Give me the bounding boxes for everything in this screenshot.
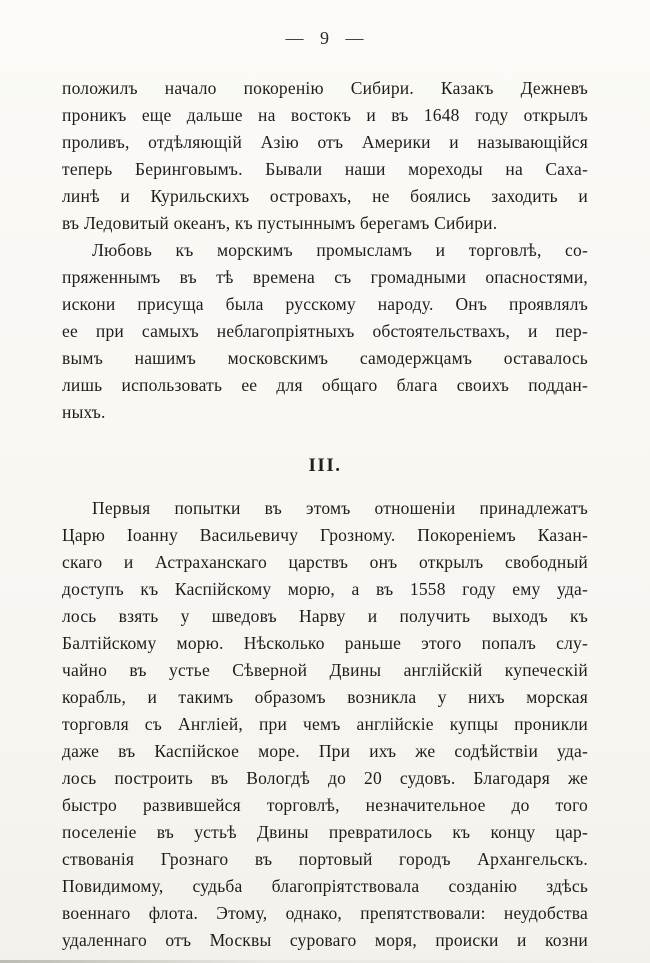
section-heading: III.: [308, 455, 342, 476]
text-line: даже въ Каспійское море. При ихъ же содѣйствіи уда-: [62, 741, 588, 761]
text-line: искони присуща была русскому народу. Онъ проявлялъ: [62, 294, 588, 314]
page-number: — 9 —: [285, 28, 365, 48]
text-line: скаго и Астраханскаго царствъ онъ открылъ свободный: [62, 552, 588, 572]
text-line: торговля съ Англіей, при чемъ англійскіе купцы проникли: [62, 714, 588, 734]
text-line: ныхъ.: [62, 402, 106, 422]
text-line: чайно въ устье Сѣверной Двины англійскій купеческій: [62, 660, 588, 680]
text-line: Царю Іоанну Васильевичу Грозному. Покореніемъ Казан-: [62, 525, 588, 545]
text-line: Любовь къ морскимъ промысламъ и торговлѣ, со-: [92, 240, 588, 260]
text-line: лишь использовать ее для общаго блага своихъ поддан-: [62, 375, 588, 395]
text-line: быстро развившейся торговлѣ, незначительное до того: [62, 795, 588, 815]
text-line: Повидимому, судьба благопріятствовала созданію здѣсь: [62, 876, 588, 896]
text-line: лось построить въ Вологдѣ до 20 судовъ. Благодаря же: [62, 768, 588, 788]
page-body: [62, 75, 588, 954]
text-line: военнаго флота. Этому, однако, препятствовали: неудобства: [62, 903, 588, 923]
text-line: лось взять у шведовъ Нарву и получить выходъ къ: [62, 606, 588, 626]
text-line: положилъ начало покоренію Сибири. Казакъ Дежневъ: [62, 78, 588, 98]
text-line: пряженнымъ въ тѣ времена съ громадными опасностями,: [62, 267, 588, 287]
paragraph: [62, 75, 588, 237]
text-line: линѣ и Курильскихъ островахъ, не боялись заходить и: [62, 186, 588, 206]
text-line: поселеніе въ устьѣ Двины превратилось къ концу цар-: [62, 822, 588, 842]
text-line: теперь Беринговымъ. Бывали наши мореходы на Саха-: [62, 159, 588, 179]
text-line: доступъ къ Каспійскому морю, а въ 1558 году ему уда-: [62, 579, 588, 599]
text-line: въ Ледовитый океанъ, къ пустыннымъ берегамъ Сибири.: [62, 213, 498, 233]
text-line: ее при самыхъ неблагопріятныхъ обстоятельствахъ, и пер-: [62, 321, 588, 341]
paragraph: [62, 237, 588, 426]
text-line: Первыя попытки въ этомъ отношеніи принадлежатъ: [92, 498, 588, 518]
paragraph: [62, 495, 588, 954]
text-line: удаленнаго отъ Москвы суроваго моря, происки и козни: [62, 930, 588, 950]
text-line: ствованія Грознаго въ портовый городъ Архангельскъ.: [62, 849, 588, 869]
text-line: Балтійскому морю. Нѣсколько раньше этого попалъ слу-: [62, 633, 588, 653]
text-line: корабль, и такимъ образомъ возникла у нихъ морская: [62, 687, 588, 707]
text-line: проливъ, отдѣляющій Азію отъ Америки и называющійся: [62, 132, 588, 152]
text-line: проникъ еще дальше на востокъ и въ 1648 году открылъ: [62, 105, 588, 125]
text-line: вымъ нашимъ московскимъ самодержцамъ оставалось: [62, 348, 588, 368]
